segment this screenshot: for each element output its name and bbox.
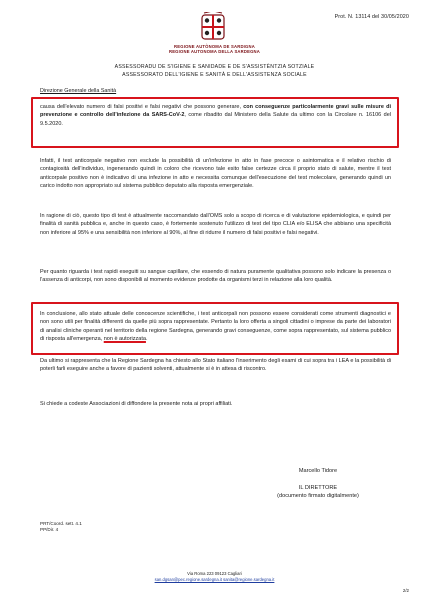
paragraph-1-end: , come ribadito dal Ministero della Salute da ultimo con la Circolare n. 16106 del 9.5.2020. [40,112,391,127]
signatory-role: IL DIRETTORE [298,485,338,491]
paragraph-6: Da ultimo si rappresenta che la Regione Sardegna ha chiesto allo Stato italiano l'inserimento degli esami di cui sopra tra i LEA e la possibilità di poterli farli eseguire anche a favore di pazienti solventi, attualmente si è in attesa di riscontro. [40,358,391,373]
paragraph-3: In ragione di ciò, questo tipo di test è attualmente raccomandato dall'OMS solo a scopo di ricerca e di valutazione epidemiologica, e quindi per finalità di sanità pubblica e, anche in questo caso, è fortemente sostenuto l'utilizzo di test del tipo CLIA e/o ELISA che abbiano una specificità non inferiore al 95% e una sensibilità non inferiore al 90%, al fine di ridurre il numero di falsi positivi e falsi negativi. [40,213,391,236]
assessorato-italian: ASSESSORATO DELL'IGIENE E SANITÀ E DELL'ASSISTENZA SOCIALE [122,72,307,78]
paragraph-5-start: In conclusione, allo stato attuale delle conoscenze scientifiche, i test anticorpali non possono essere considerati come strumenti diagnostici e non sono utili per finalità differenti da quelle più sopra rappresentate. Pertanto la loro offerta a singoli cittadini o imprese da parte dei laboratori di analisi cliniche operanti nel territorio della regione Sardegna, generando gravi conseguenze, come sopra rappresentato, sul sistema pubblico di risposta all'emergenza, [40,311,391,342]
signatory-name: Marcello Tidore [298,468,338,474]
not-authorized-underline: non è autorizzata [103,335,146,342]
paragraph-5 [40,310,391,343]
reference-line-2: PP/Dir. 4 [40,527,59,532]
paragraph-4: Per quanto riguarda i test rapidi eseguiti su sangue capillare, che essendo di natura puramente qualitativa possono solo indicare la presenza o l'assenza di anticorpi, non sono disponibili al momento evidenze prodotte da organismi terzi in relazione alla loro qualità. [40,269,391,284]
region-name-sardinian: REGIONE AUTÒNOMA DE SARDIGNA [174,44,255,49]
paragraph-7: Si chiede a codeste Associazioni di diffondere la presente nota ai propri affiliati. [40,401,233,407]
assessorato-sardinian: ASSESSORADU DE S'IGIENE E SANIDADE E DE S'ASSISTÈNTZIA SOTZIALE [114,64,315,70]
paragraph-1-bold: con conseguenze particolarmente gravi sulle misure di prevenzione e controllo dell'infezione da SARS-CoV-2 [40,104,391,119]
direzione-heading: Direzione Generale della Sanità [40,88,117,94]
paragraph-1-start: causa dell'elevato numero di falsi positivi e falsi negativi che possono generare, [40,104,244,110]
paragraph-5-end: . [145,335,148,342]
footer-address: Via Roma 223 09123 Cagliari [187,571,242,576]
region-name-italian: REGIONE AUTONOMA DELLA SARDEGNA [168,49,261,54]
protocol-number: Prot. N. 13114 del 30/05/2020 [334,14,409,20]
reference-line-1: PRT/Coord. sett. 4.1 [40,521,82,526]
paragraph-2: Infatti, il test anticorpale negativo non esclude la possibilità di un'infezione in atto in fase precoce o asintomatica e il relativo rischio di contagiosità dell'individuo, ingenerando quindi in coloro che ricevono tale esito false certezze circa il proprio stato di salute, mentre il test anticorpale positivo non è indicativo di una infezione in atto e necessita comunque dell'esecuzione del test molecolare, generando quindi un carico indotto non appropriato sul sistema pubblico deputato alla risposta emergenziale. [40,158,391,189]
paragraph-1 [40,103,391,128]
signature-note: (documento firmato digitalmente) [277,493,359,499]
footer-emails[interactable]: san.dgsan@pec.regione.sardegna.it sanita@regione.sardegna.it [154,577,275,582]
page-number: 2/2 [402,588,409,593]
sardinia-emblem-icon [198,12,228,42]
